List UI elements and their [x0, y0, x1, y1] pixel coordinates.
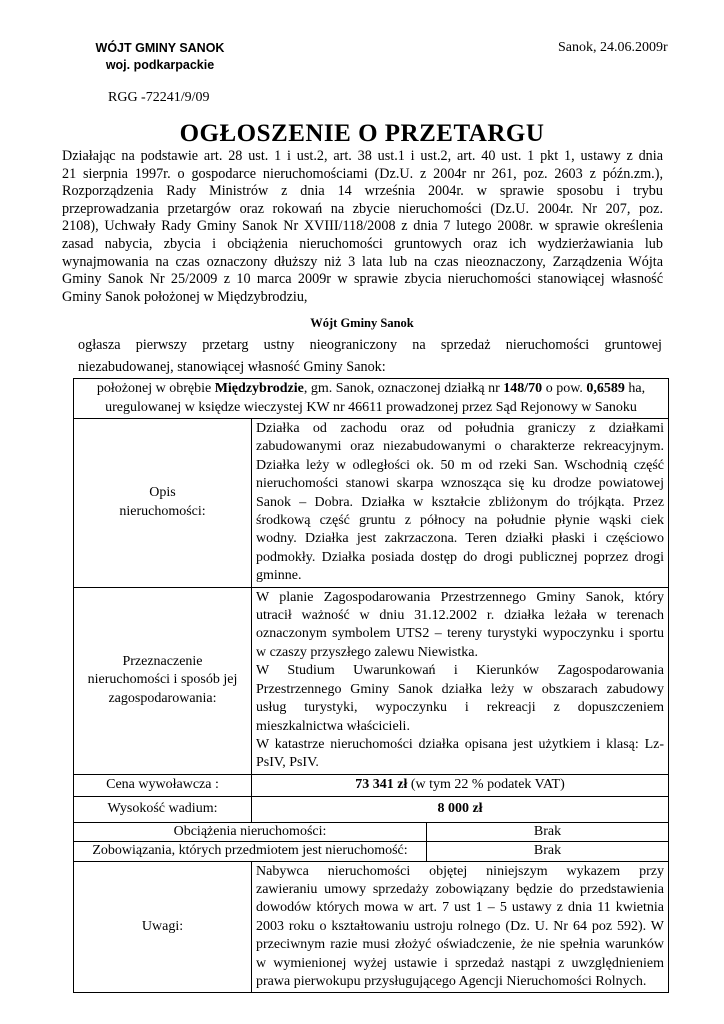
paragraph-line: Gminy Sanok położonej w Międzybrodziu, [62, 288, 308, 305]
location-row [74, 379, 669, 419]
paragraph-line: zasad nabycia, zbycia i obciążenia nieruchomości gruntowych oraz ich wydzierżawiania lub [62, 235, 663, 252]
issuer-region: woj. podkarpackie [105, 58, 215, 72]
text-line: w wymienionej wyżej ustawie i sprzedaż nastąpi z uwzględnieniem [256, 955, 664, 971]
text-line: mieszkalnictwa właścicieli. [256, 718, 410, 734]
text-line: PsIV, PsIV. [256, 755, 319, 771]
price-note: (w tym 22 % podatek VAT) [407, 777, 565, 793]
encumbrance-label: Obciążenia nieruchomości: [74, 823, 427, 841]
text-line: wodny. Działka jest zakrzaczona. Teren działki płaski i częściowo [256, 531, 664, 547]
legal-basis-paragraph [62, 148, 663, 306]
text-line: Przestrzennego Gminy Sanok działka leży w obszarach zabudowy [256, 681, 664, 697]
text-line: zawieraniu umowy sprzedaży zobowiązany będzie do przedstawienia [256, 881, 664, 897]
announcement-paragraph [78, 334, 662, 378]
text-line: oznaczonym symbolem UTS2 – tereny turystyki wypoczynku i sportu [256, 626, 664, 642]
encumbrance-value: Brak [533, 823, 562, 839]
text-line: Nabywca nieruchomości objętej niniejszym wykazem przy [256, 863, 664, 879]
text-line: Działka leży w odległości ok. 50 m od rzeki San. Wschodnią część [256, 457, 664, 473]
text-line: Sanok – Dobra. Działka w kształcie zbliżonym do trójkąta. Przez [256, 494, 664, 510]
deposit-row [74, 796, 669, 822]
paragraph-line: niezabudowanej, stanowiącej własność Gminy Sanok: [78, 359, 386, 375]
location-line-2: uregulowanej w księdze wieczystej KW nr 46611 prowadzonej przez Sąd Rejonowy w Sanoku [105, 399, 637, 415]
obligations-row [74, 842, 669, 861]
deposit-value [252, 796, 669, 822]
plot-number: 148/70 [503, 381, 543, 397]
text-line: prawa pierwokupu przysługującego Agencji Nieruchomości Rolnych. [256, 973, 647, 989]
document-date: Sanok, 24.06.2009r [558, 40, 668, 55]
paragraph-line: Działając na podstawie art. 28 ust. 1 i ust.2, art. 38 ust.1 i ust.2, art. 40 ust. 1 pkt 1, ustawy z dnia [62, 148, 663, 164]
paragraph-line: 2108), Uchwały Rady Gminy Sanok Nr XVIII/118/2008 z dnia 7 lutego 2008r. w sprawie określenia [62, 218, 663, 235]
price-label: Cena wywoławcza : [74, 774, 252, 796]
text-line: podmokły. Działka posiada dostęp do drogi publicznej poprzez drogi [256, 549, 664, 565]
purpose-row [74, 587, 669, 774]
text-line: W planie Zagospodarowania Przestrzennego Gminy Sanok, który [256, 589, 664, 605]
text-line: utracił ważność w dniu 31.12.2002 r. działka leżała w terenach [256, 608, 664, 624]
text-line: usług turystyki, wypoczynku i rekreacji z dopuszczeniem [256, 700, 664, 716]
paragraph-line: Rozporządzenia Rady Ministrów z dnia 14 września 2004r. w sprawie sposobu i trybu [62, 183, 663, 200]
purpose-text [252, 587, 669, 774]
price-row [74, 774, 669, 796]
text-line: Działka od zachodu oraz od południa graniczy z działkami [256, 421, 664, 436]
deposit-label: Wysokość wadium: [74, 796, 252, 822]
issuer-block [80, 40, 240, 74]
plot-area: 0,6589 [586, 381, 625, 397]
location-line-1: położonej w obrębie Międzybrodzie, gm. Sanok, oznaczonej działką nr 148/70 o pow. 0,6589 ha, [96, 381, 646, 397]
text-line: zabudowanymi oraz niezabudowanymi o charakterze rekreacyjnym. [256, 439, 664, 455]
paragraph-line: 21 sierpnia 1997r. o gospodarce nieruchomościami (Dz.U. z 2004r nr 261, poz. 2603 z późn.zm.), [62, 165, 663, 182]
paragraph-line: wynajmowania na czas oznaczony dłuższy niż 3 lata lub na czas nieoznaczony, Zarządzenia Wójta [62, 253, 663, 270]
description-row [74, 419, 669, 588]
text-line: gminne. [256, 568, 302, 584]
text-line: w czaszy przyszłego zalewu Niewistka. [256, 644, 478, 660]
paragraph-line: przeprowadzania przetargów oraz rokowań na zbycie nieruchomości (Dz.U. 2004r. Nr 207, poz. [62, 200, 663, 217]
purpose-label: Przeznaczenie nieruchomości i sposób jej zagospodarowania: [74, 587, 252, 774]
encumbrance-row [74, 822, 669, 841]
text-line: nieruchomości stanowi skarpa wznosząca się ku drodze powiatowej [256, 476, 664, 492]
obligations-value: Brak [533, 843, 562, 859]
reference-number: RGG -72241/9/09 [108, 90, 210, 105]
text-line: 2003 roku o kształtowaniu ustroju rolnego (Dz. U. Nr 64 poz 592). W [256, 918, 664, 934]
price-amount: 73 341 zł [355, 777, 408, 793]
deposit-amount: 8 000 zł [437, 801, 483, 817]
text-line: dowodów których mowa w art. 7 ust 1 – 5 ustawy z dnia 11 kwietnia [256, 900, 664, 916]
text-line: W katastrze nieruchomości działka opisana jest użytkiem i klasą: Lz- [256, 736, 664, 752]
obligations-label: Zobowiązania, których przedmiotem jest nieruchomość: [74, 842, 427, 860]
remarks-text [252, 861, 669, 993]
remarks-label: Uwagi: [74, 861, 252, 993]
precinct-name: Międzybrodzie [214, 381, 304, 397]
issuer-name: WÓJT GMINY SANOK [95, 41, 225, 55]
location-cell [74, 379, 669, 419]
description-text [252, 419, 669, 588]
price-value [252, 774, 669, 796]
text-line: przeciwnym razie musi złożyć oświadczenie, że nie spełnia warunków [256, 937, 664, 953]
text-line: środkową część gruntu z północy na południe płynie wąski ciek [256, 513, 664, 529]
description-label: Opis nieruchomości: [74, 419, 252, 588]
remarks-row [74, 861, 669, 993]
text-line: W Studium Uwarunkowań i Kierunków Zagospodarowania [256, 663, 664, 679]
property-details-table [73, 378, 669, 993]
authority-heading: Wójt Gminy Sanok [310, 316, 414, 330]
paragraph-line: ogłasza pierwszy przetarg ustny nieograniczony na sprzedaż nieruchomości gruntowej [78, 337, 662, 353]
paragraph-line: Gminy Sanok Nr 25/2009 z 10 marca 2009r w sprawie zbycia nieruchomości stanowiącej własność [62, 271, 663, 288]
page-title: OGŁOSZENIE O PRZETARGU [179, 120, 545, 147]
